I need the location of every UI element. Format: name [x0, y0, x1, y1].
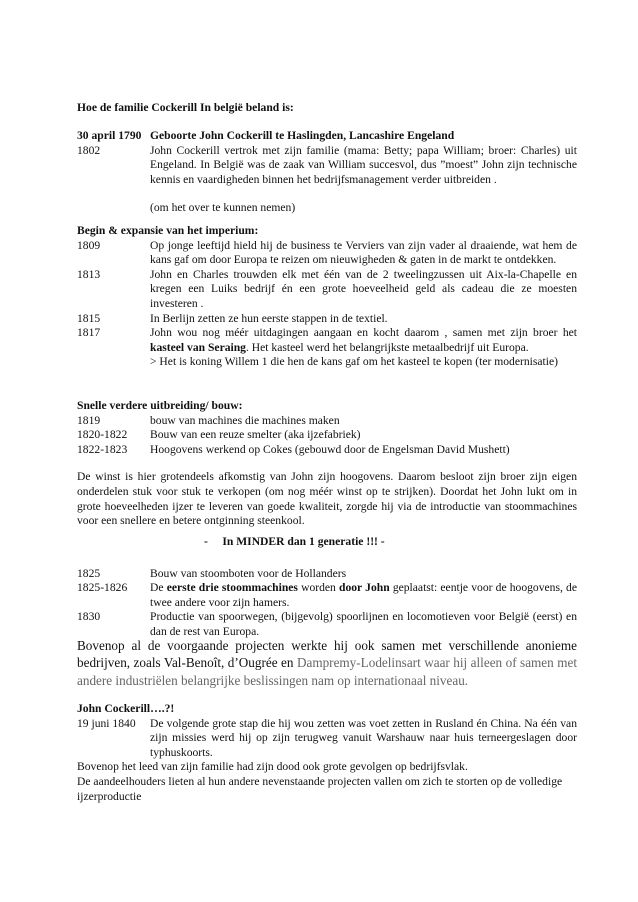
section-heading: John Cockerill….?! [77, 702, 175, 715]
doc-title: Hoe de familie Cockerill In belgië beland is: [77, 101, 294, 114]
section-heading: - In MINDER dan 1 generatie !!! - [204, 535, 385, 548]
timeline-row [77, 326, 577, 355]
closing-text: Bovenop al de voorgaande projecten werkte hij ook samen met verschillende anonieme bedrijven, zoals Val-Benoît, d’Ougrée en [77, 638, 577, 671]
timeline-text: De eerste drie stoommachines worden door John geplaatst: eentje voor de hoogovens, de twee andere voor zijn hamers. [150, 581, 577, 609]
timeline-text: In Berlijn zetten ze hun eerste stappen in de textiel. [150, 311, 388, 325]
emphasis: door John [339, 581, 390, 595]
section-heading: Snelle verdere uitbreiding/ bouw: [77, 399, 243, 412]
closing-paragraph [77, 637, 577, 689]
body-line: Bovenop het leed van zijn familie had zijn dood ook grote gevolgen op bedrijfsvlak. [77, 760, 468, 774]
timeline-row [77, 610, 577, 639]
timeline-date: 1825-1826 [77, 581, 128, 595]
body-paragraph: De winst is hier grotendeels afkomstig van John zijn hoogovens. Daarom besloot zijn broer zijn eigen onderdelen stuk voor stuk te verkopen (om nog méér winst op te strijken). Doordat het John lukt om in grote hoeveelheden ijzer te leveren van goede kwaliteit, zorgde hij via de introductie van stoommachines voor een snellere en betere ontginning steenkool. [77, 470, 577, 528]
timeline-text: Bouw van stoomboten voor de Hollanders [150, 566, 347, 580]
timeline-text [150, 326, 577, 355]
section-death [77, 702, 577, 804]
emphasis: eerste drie stoommachines [166, 581, 298, 595]
timeline-date: 1820-1822 [77, 428, 128, 442]
timeline-row [77, 201, 577, 216]
timeline-note: (om het over te kunnen nemen) [150, 201, 296, 215]
timeline-row [77, 428, 577, 443]
timeline-row [77, 581, 577, 610]
timeline-row [77, 414, 577, 429]
bullet-dash: - [204, 535, 208, 548]
timeline-row [77, 268, 577, 312]
timeline-text: De volgende grote stap die hij wou zetten was voet zetten in Rusland én China. Na één van zijn missies werd hij op zijn terugweg vanuit Warshauw naar huis terneergeslagen door typhuskoorts. [150, 716, 577, 759]
timeline-row [77, 239, 577, 268]
timeline-row [77, 567, 577, 582]
timeline-row [77, 355, 577, 370]
timeline-row [77, 144, 577, 188]
timeline-row [77, 717, 577, 761]
text-run: John wou nog méér uitdagingen aangaan en kocht daarom , samen met zijn broer het [150, 326, 577, 340]
timeline-text: Productie van spoorwegen, (bijgevolg) spoorlijnen en locomotieven voor België (eerst) en dan de rest van Europa. [150, 610, 577, 638]
timeline-date: 1819 [77, 413, 101, 427]
timeline-date: 19 juni 1840 [77, 716, 136, 730]
text-run: . Het kasteel werd het belangrijkste metaalbedrijf uit Europa. [245, 340, 529, 354]
timeline-text: John Cockerill vertrok met zijn familie (mama: Betty; papa William; broer: Charles) uit Engeland. In België was de zaak van William succesvol, dus ”moest” John zijn technische kennis en vaardigheden binnen het bedrijfsmanagement verder uitbreiden . [150, 143, 577, 186]
body-line: De aandeelhouders lieten al hun andere nevenstaande projecten vallen om zich te storten op de volledige ijzerproductie [77, 774, 563, 803]
timeline-date: 1813 [77, 267, 101, 281]
timeline-text: Geboorte John Cockerill te Haslingden, Lancashire Engeland [150, 129, 455, 142]
timeline-note: > Het is koning Willem 1 die hen de kans gaf om het kasteel te kopen (ter modernisatie) [150, 355, 558, 369]
section-growth [77, 399, 577, 529]
timeline-row [77, 312, 577, 327]
section-expansion [77, 224, 577, 370]
timeline-row [77, 443, 577, 458]
timeline-date: 1822-1823 [77, 442, 128, 456]
timeline-date: 1830 [77, 610, 101, 624]
timeline-date: 1802 [77, 143, 101, 157]
timeline-date: 1825 [77, 566, 101, 580]
castle-name: kasteel van Seraing [150, 340, 246, 354]
section-origin [77, 129, 577, 216]
section-heading: Begin & expansie van het imperium: [77, 224, 259, 237]
timeline-date: 30 april 1790 [77, 129, 142, 142]
timeline-text: Bouw van een reuze smelter (aka ijzefabriek) [150, 428, 361, 442]
section-generation [77, 535, 577, 640]
timeline-text: Hoogovens werkend op Cokes (gebouwd door de Engelsman David Mushett) [150, 442, 510, 456]
timeline-text: Op jonge leeftijd hield hij de business te Verviers van zijn vader al draaiende, wat hem de kans gaf om door Europa te reizen om nieuwigheden & gaten in de markt te ontdekken. [150, 238, 577, 267]
timeline-text: John en Charles trouwden elk met één van de 2 tweelingzussen uit Aix-la-Chapelle en kregen een Luiks bedrijf én een grote hoeveelheid geld als cadeau die ze moesten investeren . [150, 267, 577, 310]
timeline-text: bouw van machines die machines maken [150, 413, 340, 427]
timeline-date: 1817 [77, 326, 101, 340]
timeline-date: 1809 [77, 238, 101, 252]
timeline-date: 1815 [77, 311, 101, 325]
closing-text-gray: Dampremy-Lodelinsart waar hij alleen of samen met andere industriëlen belangrijke beslissingen nam op internationaal niveau. [77, 655, 577, 688]
timeline-row [77, 129, 577, 144]
